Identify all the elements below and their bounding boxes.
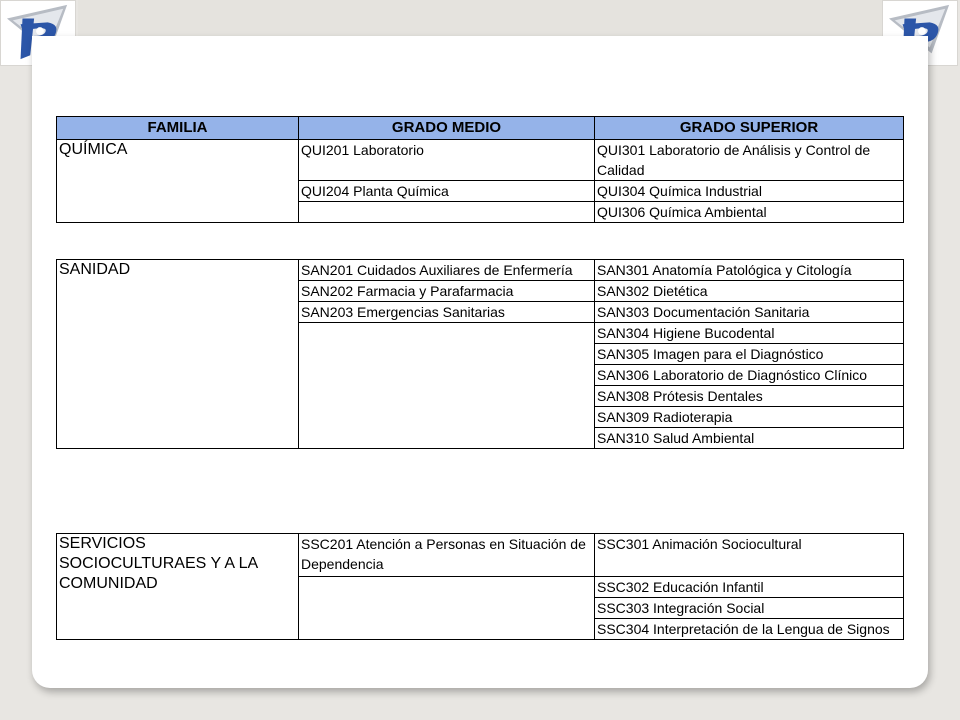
medio-cell: QUI201 Laboratorio	[299, 140, 595, 181]
medio-cell	[299, 323, 595, 449]
family-cell: SERVICIOS SOCIOCULTURAES Y A LA COMUNIDAD	[57, 534, 299, 640]
superior-cell: QUI301 Laboratorio de Análisis y Control de Calidad	[595, 140, 904, 181]
superior-cell: SAN303 Documentación Sanitaria	[595, 302, 904, 323]
servicios-table	[56, 533, 904, 640]
family-cell: SANIDAD	[57, 260, 299, 449]
header-grado-superior: GRADO SUPERIOR	[595, 117, 904, 140]
medio-cell	[299, 202, 595, 223]
superior-cell: SAN302 Dietética	[595, 281, 904, 302]
medio-cell: SAN201 Cuidados Auxiliares de Enfermería	[299, 260, 595, 281]
medio-cell: QUI204 Planta Química	[299, 181, 595, 202]
header-familia: FAMILIA	[57, 117, 299, 140]
table-row	[57, 260, 904, 281]
superior-cell: QUI304 Química Industrial	[595, 181, 904, 202]
superior-cell: SSC302 Educación Infantil	[595, 577, 904, 598]
superior-cell: SSC301 Animación Sociocultural	[595, 534, 904, 577]
superior-cell: SSC303 Integración Social	[595, 598, 904, 619]
header-grado-medio: GRADO MEDIO	[299, 117, 595, 140]
medio-cell: SSC201 Atención a Personas en Situación de Dependencia	[299, 534, 595, 577]
medio-cell: SAN202 Farmacia y Parafarmacia	[299, 281, 595, 302]
table-header-row	[57, 117, 904, 140]
superior-cell: SAN310 Salud Ambiental	[595, 428, 904, 449]
medio-cell: SAN203 Emergencias Sanitarias	[299, 302, 595, 323]
quimica-table	[56, 116, 904, 223]
superior-cell: SAN309 Radioterapia	[595, 407, 904, 428]
table-row	[57, 534, 904, 577]
superior-cell: SSC304 Interpretación de la Lengua de Signos	[595, 619, 904, 640]
superior-cell: QUI306 Química Ambiental	[595, 202, 904, 223]
title-bar	[78, 0, 882, 37]
superior-cell: SAN304 Higiene Bucodental	[595, 323, 904, 344]
sanidad-table	[56, 259, 904, 449]
superior-cell: SAN301 Anatomía Patológica y Citología	[595, 260, 904, 281]
medio-cell	[299, 577, 595, 640]
superior-cell: SAN308 Prótesis Dentales	[595, 386, 904, 407]
superior-cell: SAN305 Imagen para el Diagnóstico	[595, 344, 904, 365]
superior-cell: SAN306 Laboratorio de Diagnóstico Clínico	[595, 365, 904, 386]
family-cell: QUÍMICA	[57, 140, 299, 223]
table-row	[57, 140, 904, 181]
